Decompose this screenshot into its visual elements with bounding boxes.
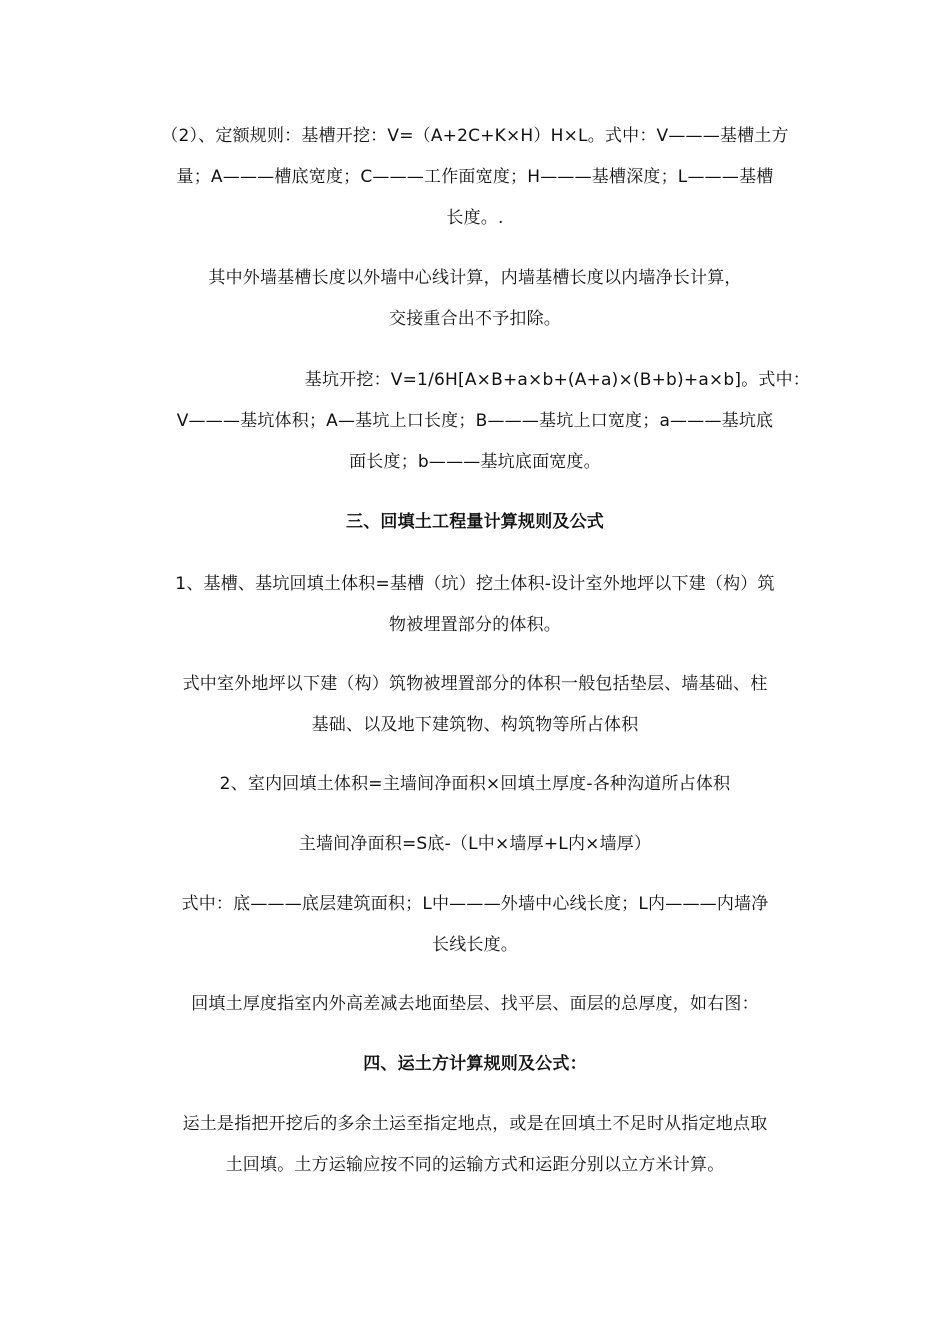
text-line: 土回填。土方运输应按不同的运输方式和运距分别以立方米计算。: [225, 1155, 725, 1175]
text-line: 面长度；b———基坑底面宽度。: [349, 452, 601, 472]
text-line: 长线长度。: [432, 935, 518, 955]
text-line: （2）、定额规则：基槽开挖：V=（A+2C+K×H）H×L。式中：V———基槽土方: [161, 126, 789, 146]
section-heading-earth-transport: [140, 1044, 810, 1085]
paragraph-backfill-thickness: [140, 984, 810, 1025]
paragraph-earth-transport: [140, 1104, 810, 1186]
paragraph-buried-volume-note: [140, 664, 810, 746]
text-line: 2、室内回填土体积=主墙间净面积×回填土厚度-各种沟道所占体积: [219, 774, 731, 794]
text-line: 量；A———槽底宽度；C———工作面宽度；H———基槽深度；L———基槽: [176, 167, 774, 187]
paragraph-indoor-backfill-volume: [140, 764, 810, 805]
text-line: 式中：底———底层建筑面积；L中———外墙中心线长度；L内———内墙净: [181, 894, 769, 914]
text-line: 回填土厚度指室内外高差减去地面垫层、找平层、面层的总厚度，如右图：: [191, 994, 759, 1014]
text-line: 基坑开挖：V=1/6H[A×B+a×b+(A+a)×(B+b)+a×b]。式中：: [304, 370, 810, 390]
text-line: 其中外墙基槽长度以外墙中心线计算，内墙基槽长度以内墙净长计算，: [208, 268, 742, 288]
text-line: 物被埋置部分的体积。: [389, 615, 561, 635]
paragraph-excavation-trench-formula: [140, 116, 810, 239]
paragraph-net-area-formula: [140, 824, 810, 865]
heading-text: 三、回填土工程量计算规则及公式: [346, 512, 604, 532]
heading-text: 四、运土方计算规则及公式：: [363, 1054, 587, 1074]
text-line: V———基坑体积；A—基坑上口长度；B———基坑上口宽度；a———基坑底: [176, 411, 774, 431]
text-line: 交接重合出不予扣除。: [389, 309, 561, 329]
text-line: 1、基槽、基坑回填土体积=基槽（坑）挖土体积-设计室外地坪以下建（构）筑: [175, 574, 775, 594]
text-line: 主墙间净面积=S底-（L中×墙厚+L内×墙厚）: [298, 834, 652, 854]
text-line: 运土是指把开挖后的多余土运至指定地点，或是在回填土不足时从指定地点取: [182, 1114, 768, 1134]
section-heading-backfill: [140, 502, 810, 543]
paragraph-area-definitions: [140, 884, 810, 966]
paragraph-trench-backfill-volume: [140, 564, 810, 646]
text-line: 基础、以及地下建筑物、构筑物等所占体积: [311, 715, 639, 735]
text-line: 长度。.: [446, 208, 504, 228]
paragraph-pit-formula: [140, 360, 810, 483]
text-line: 式中室外地坪以下建（构）筑物被埋置部分的体积一般包括垫层、墙基础、柱: [182, 674, 768, 694]
paragraph-trench-length-rule: [140, 258, 810, 340]
